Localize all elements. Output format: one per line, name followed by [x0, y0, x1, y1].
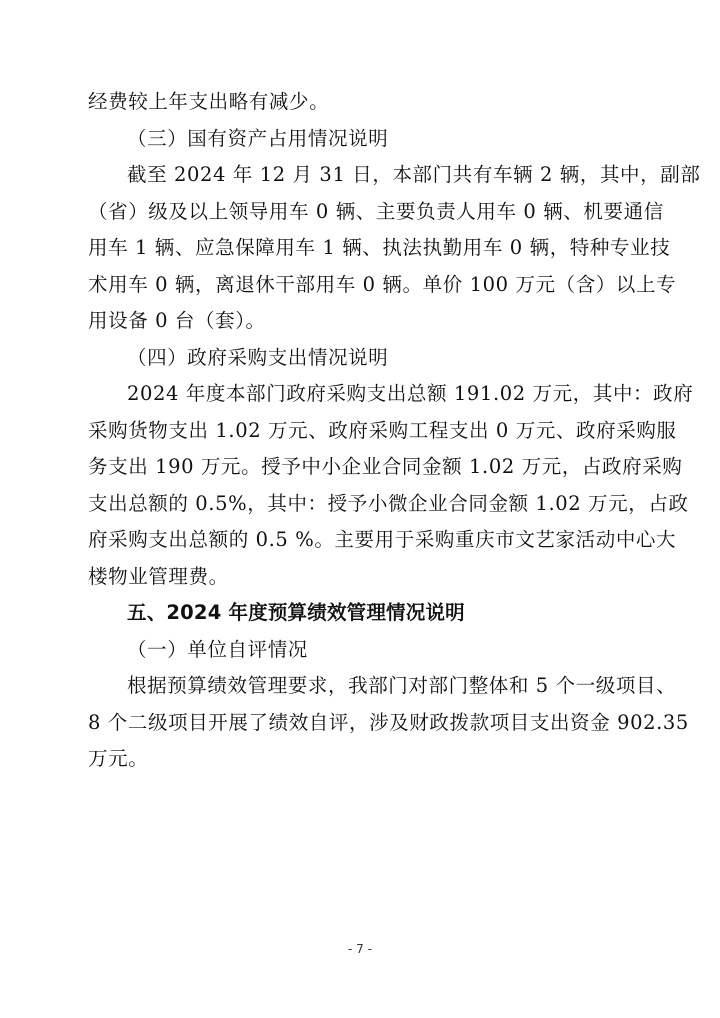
- paragraph-line: 用设备 0 台（套）。: [88, 309, 266, 332]
- paragraph-line: 截至 2024 年 12 月 31 日，本部门共有车辆 2 辆，其中，副部: [127, 163, 701, 186]
- paragraph-line: 术用车 0 辆，离退休干部用车 0 辆。单价 100 万元（含）以上专: [88, 272, 677, 296]
- section-heading-1: （一）单位自评情况: [127, 637, 308, 661]
- document-body: [88, 84, 701, 778]
- paragraph-line: 8 个二级项目开展了绩效自评，涉及财政拨款项目支出资金 902.35: [88, 710, 689, 734]
- paragraph-line: 经费较上年支出略有减少。: [88, 90, 330, 113]
- paragraph-line: 府采购支出总额的 0.5 %。主要用于采购重庆市文艺家活动中心大: [88, 528, 677, 551]
- paragraph-line: 支出总额的 0.5%，其中：授予小微企业合同金额 1.02 万元，占政: [88, 491, 689, 515]
- paragraph-line: 2024 年度本部门政府采购支出总额 191.02 万元，其中：政府: [127, 382, 694, 405]
- chapter-heading-5: 五、2024 年度预算绩效管理情况说明: [127, 601, 465, 624]
- paragraph-line: 用车 1 辆、应急保障用车 1 辆、执法执勤用车 0 辆，特种专业技: [88, 236, 671, 259]
- paragraph-line: 根据预算绩效管理要求，我部门对部门整体和 5 个一级项目、: [127, 674, 677, 697]
- section-heading-3: （三）国有资产占用情况说明: [127, 126, 389, 150]
- paragraph-line: 务支出 190 万元。授予中小企业合同金额 1.02 万元，占政府采购: [88, 455, 683, 478]
- paragraph-line: （省）级及以上领导用车 0 辆、主要负责人用车 0 辆、机要通信: [88, 199, 664, 223]
- paragraph-line: 万元。: [88, 747, 149, 770]
- paragraph-line: 采购货物支出 1.02 万元、政府采购工程支出 0 万元、政府采购服: [88, 418, 677, 442]
- paragraph-line: 楼物业管理费。: [88, 564, 229, 588]
- section-heading-4: （四）政府采购支出情况说明: [127, 345, 389, 369]
- page-number: - 7 -: [348, 942, 372, 956]
